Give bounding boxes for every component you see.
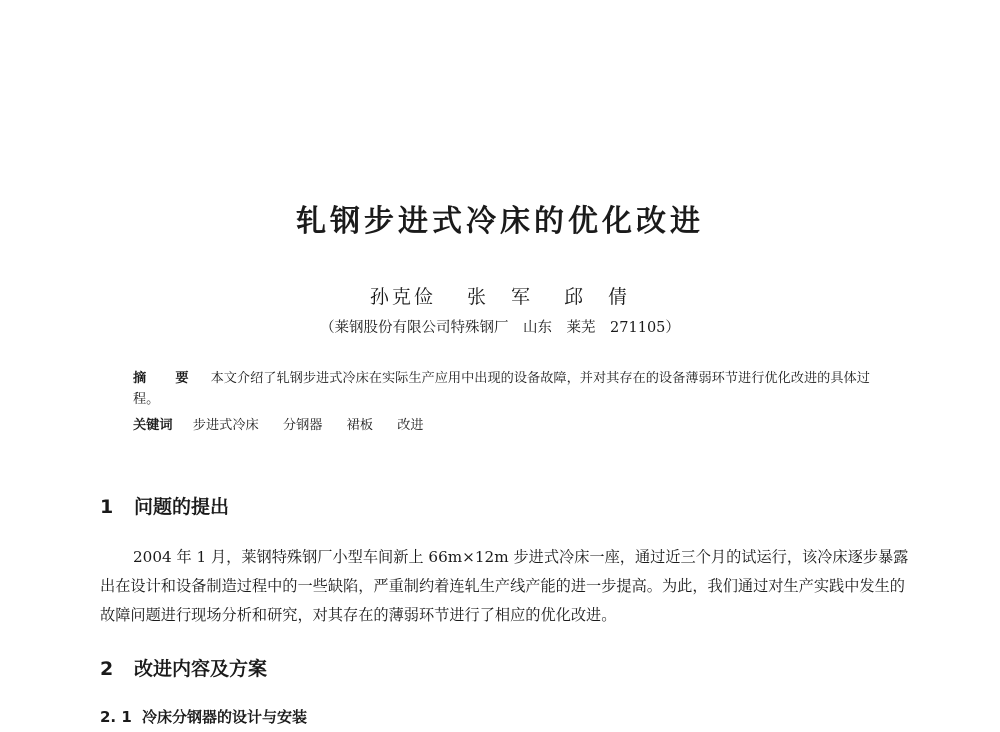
subsection-number: 2. 1 [100, 708, 132, 726]
author-list [0, 282, 1000, 309]
section-heading [100, 492, 229, 519]
affiliation: （莱钢股份有限公司特殊钢厂 山东 莱芜 271105） [320, 320, 680, 336]
section-heading [100, 654, 267, 681]
subsection-title: 冷床分钢器的设计与安装 [142, 708, 308, 726]
abstract-text: 本文介绍了轧钢步进式冷床在实际生产应用中出现的设备故障，并对其存在的设备薄弱环节进行优化改进的具体过程。 [133, 371, 870, 407]
subsection-heading [100, 706, 307, 727]
section-number: 2 [100, 658, 114, 680]
body-paragraph: 2004 年 1 月，莱钢特殊钢厂小型车间新上 66m×12m 步进式冷床一座，通过近三个月的试运行，该冷床逐步暴露出在设计和设备制造过程中的一些缺陷，严重制约着连轧生产线产能的进一步提高。为此，我们通过对生产实践中发生的故障问题进行现场分析和研究，对其存在的薄弱环节进行了相应的优化改进。 [100, 548, 909, 624]
section-title: 问题的提出 [134, 496, 230, 518]
author-name: 张 军 [466, 286, 533, 308]
paper-title: 轧钢步进式冷床的优化改进 [296, 204, 704, 239]
abstract [133, 368, 893, 410]
section-number: 1 [100, 496, 114, 518]
keyword: 裙板 [346, 418, 374, 433]
author-name: 邱 倩 [564, 286, 631, 308]
author-name: 孙克俭 [369, 286, 436, 308]
keyword: 分钢器 [282, 418, 323, 433]
keywords-label: 关键词 [133, 418, 173, 433]
abstract-label: 摘 要 [133, 371, 197, 386]
section-title: 改进内容及方案 [134, 658, 268, 680]
keywords [133, 414, 444, 433]
keyword: 改进 [397, 418, 424, 433]
keyword: 步进式冷床 [192, 418, 259, 433]
